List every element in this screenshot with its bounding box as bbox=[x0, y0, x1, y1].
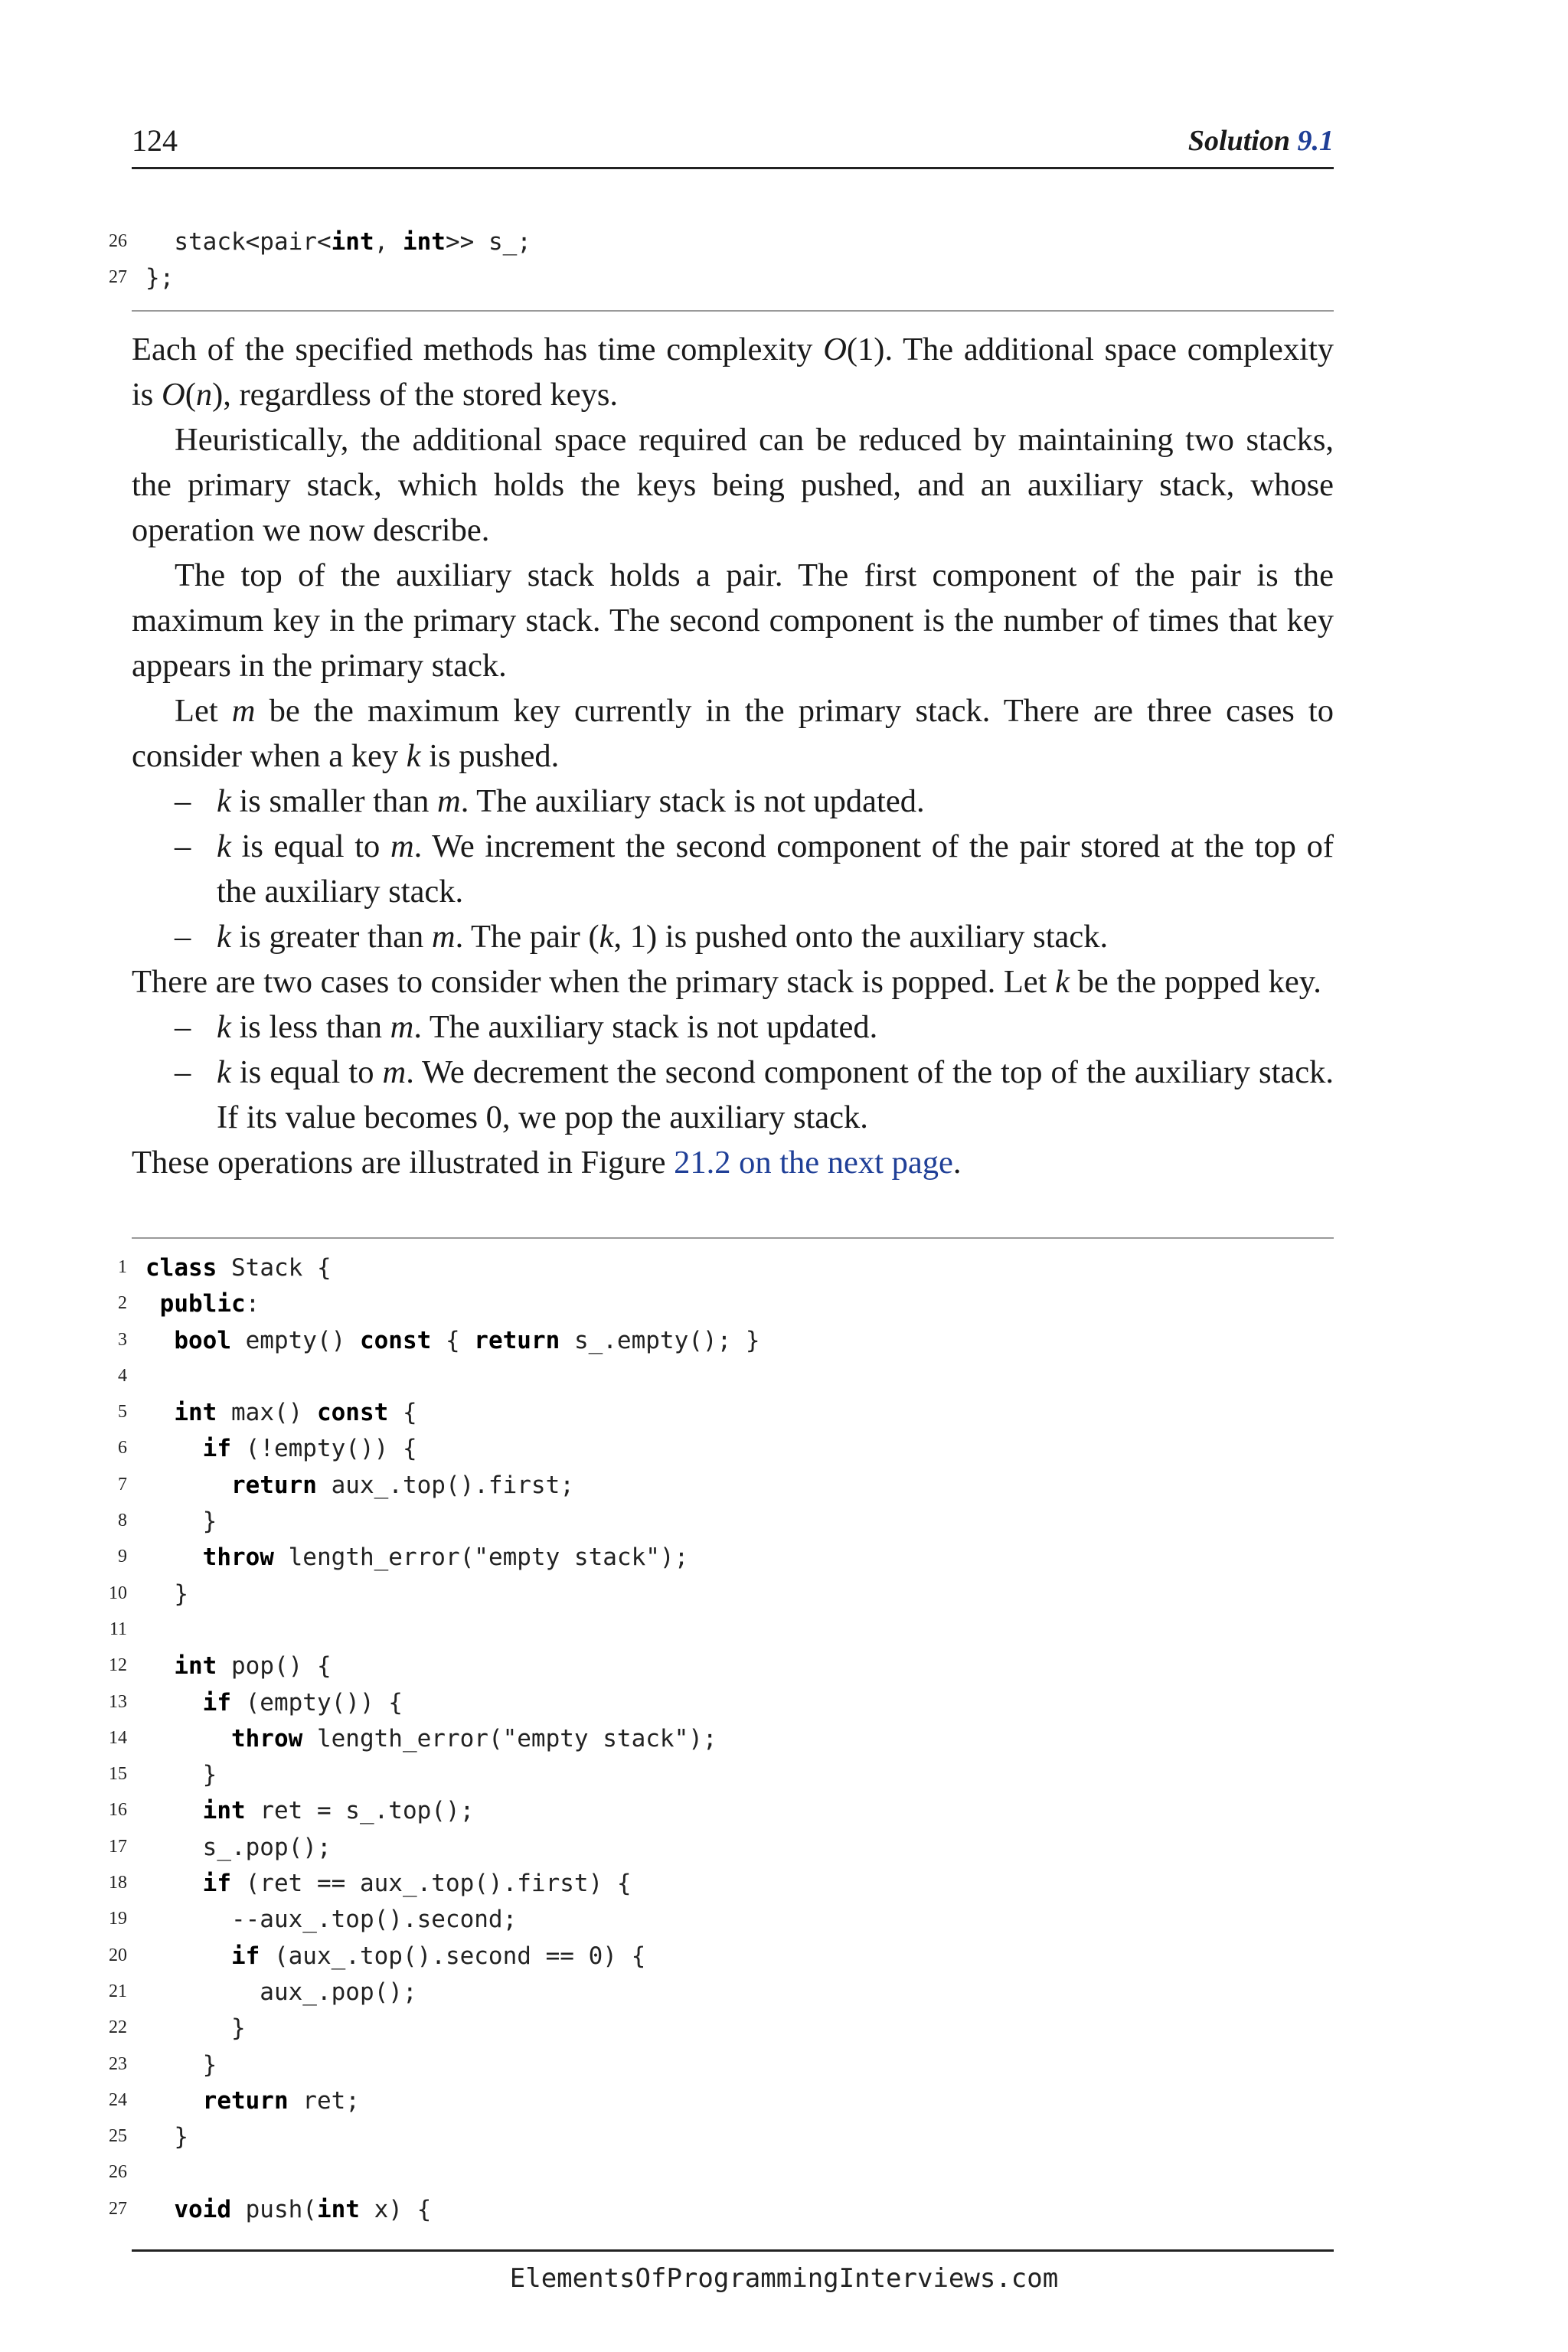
line-number: 26 bbox=[109, 2162, 127, 2183]
paragraph-pop-intro: There are two cases to consider when the primary stack is popped. Let k be the popped key. bbox=[132, 964, 1321, 1000]
line-number: 7 bbox=[118, 1474, 127, 1494]
code-line bbox=[0, 1829, 1568, 1865]
code-line bbox=[0, 1938, 1568, 1974]
code-bottom-rule bbox=[132, 310, 1334, 312]
paragraph-aux-top: The top of the auxiliary stack holds a pair. The first component of the pair is the maximum key in the primary stack. The second component is the number of times that key appears in the primary stack. bbox=[132, 557, 1334, 684]
code-text: void push(int x) { bbox=[174, 2195, 432, 2223]
code-top-rule bbox=[132, 1237, 1334, 1239]
running-title bbox=[1188, 124, 1334, 158]
code-text: } bbox=[145, 1508, 217, 1536]
code-text: aux_.pop(); bbox=[145, 1978, 417, 2006]
code-text: s_.pop(); bbox=[145, 1833, 332, 1861]
line-number: 11 bbox=[109, 1619, 127, 1639]
line-number: 13 bbox=[109, 1691, 127, 1712]
code-line bbox=[0, 2118, 1568, 2154]
line-number: 14 bbox=[109, 1727, 127, 1748]
line-number: 21 bbox=[109, 1981, 127, 2001]
code-line bbox=[0, 1467, 1568, 1503]
line-number: 27 bbox=[109, 267, 127, 288]
line-number: 18 bbox=[109, 1873, 127, 1893]
paragraph-push-intro: Let m be the maximum key currently in the primary stack. There are three cases to consider when a key k is pushed. bbox=[132, 693, 1334, 774]
code-listing-main bbox=[0, 1250, 1568, 2227]
code-text: int max() const { bbox=[174, 1399, 417, 1427]
code-line bbox=[0, 2191, 1568, 2227]
list-item: – k is equal to m. We decrement the second component of the top of the auxiliary stack. If its value becomes 0, we pop the auxiliary stack. bbox=[175, 1054, 1334, 1135]
line-number: 2 bbox=[118, 1293, 127, 1314]
code-line bbox=[0, 1648, 1568, 1684]
code-text: if (ret == aux_.top().first) { bbox=[202, 1870, 632, 1898]
code-line bbox=[0, 2154, 1568, 2190]
code-line bbox=[0, 2082, 1568, 2118]
code-text: return aux_.top().first; bbox=[230, 1471, 574, 1499]
pop-cases-list bbox=[132, 1004, 1334, 1140]
code-line bbox=[0, 1322, 1568, 1358]
line-number: 10 bbox=[109, 1583, 127, 1603]
footer-url[interactable]: ElementsOfProgrammingInterviews.com bbox=[509, 2263, 1059, 2294]
code-text: } bbox=[145, 2014, 246, 2043]
code-line bbox=[0, 1901, 1568, 1937]
list-item: – k is smaller than m. The auxiliary stack is not updated. bbox=[175, 783, 925, 819]
code-text: bool empty() const { return s_.empty(); } bbox=[174, 1326, 760, 1354]
code-text: throw length_error("empty stack"); bbox=[202, 1544, 689, 1572]
code-line bbox=[0, 1612, 1568, 1648]
push-cases-list bbox=[132, 779, 1334, 959]
line-number: 15 bbox=[109, 1764, 127, 1785]
line-number: 27 bbox=[109, 2198, 127, 2219]
code-text: } bbox=[145, 1761, 217, 1789]
code-line bbox=[0, 1250, 1568, 1285]
line-number: 17 bbox=[109, 1836, 127, 1857]
figure-link[interactable]: 21.2 on the next page bbox=[674, 1145, 953, 1181]
code-text: stack<pair<int, int>> s_; bbox=[145, 228, 531, 256]
code-line bbox=[0, 1576, 1568, 1612]
paragraph-heuristic: Heuristically, the additional space required can be reduced by maintaining two stacks, the primary stack, which holds the keys being pushed, and an auxiliary stack, whose operation we now describe. bbox=[132, 422, 1334, 548]
code-text: class Stack { bbox=[145, 1254, 332, 1282]
line-number: 12 bbox=[109, 1655, 127, 1676]
line-number: 24 bbox=[109, 2089, 127, 2110]
code-line bbox=[0, 2047, 1568, 2082]
line-number: 3 bbox=[118, 1329, 127, 1350]
code-text: } bbox=[145, 2123, 188, 2151]
line-number: 8 bbox=[118, 1511, 127, 1531]
code-line bbox=[0, 224, 1568, 260]
code-line bbox=[0, 1756, 1568, 1792]
code-line bbox=[0, 1684, 1568, 1720]
code-text: if (!empty()) { bbox=[202, 1435, 417, 1463]
page-number: 124 bbox=[132, 123, 178, 158]
code-text: throw length_error("empty stack"); bbox=[230, 1724, 717, 1753]
code-line bbox=[0, 1430, 1568, 1466]
line-number: 26 bbox=[109, 231, 127, 251]
code-text: int ret = s_.top(); bbox=[202, 1797, 475, 1825]
line-number: 5 bbox=[118, 1402, 127, 1423]
code-text: if (empty()) { bbox=[202, 1688, 403, 1717]
code-line bbox=[0, 1792, 1568, 1828]
code-line bbox=[0, 1974, 1568, 2010]
header-rule bbox=[132, 167, 1334, 169]
code-line bbox=[0, 1503, 1568, 1539]
paragraph-complexity: Each of the specified methods has time complexity O(1). The additional space complexity is O(n), regardless of the stored keys. bbox=[132, 332, 1334, 413]
running-title-ref[interactable]: 9.1 bbox=[1297, 125, 1334, 157]
code-listing-top bbox=[0, 224, 1568, 296]
prose bbox=[132, 327, 1334, 1185]
code-line bbox=[0, 1539, 1568, 1575]
list-item: – k is less than m. The auxiliary stack is not updated. bbox=[175, 1009, 878, 1045]
code-text: public: bbox=[159, 1290, 260, 1318]
code-line bbox=[0, 260, 1568, 296]
line-number: 16 bbox=[109, 1800, 127, 1821]
code-text: } bbox=[145, 1579, 188, 1608]
line-number: 6 bbox=[118, 1438, 127, 1459]
line-number: 23 bbox=[109, 2053, 127, 2074]
code-line bbox=[0, 1865, 1568, 1901]
code-line bbox=[0, 1720, 1568, 1756]
code-text: return ret; bbox=[202, 2086, 360, 2115]
line-number: 19 bbox=[109, 1909, 127, 1929]
running-title-prefix: Solution bbox=[1187, 125, 1298, 157]
line-number: 25 bbox=[109, 2126, 127, 2147]
paragraph-figure-ref: These operations are illustrated in Figure 21.2 on the next page. bbox=[132, 1145, 962, 1181]
code-text: int pop() { bbox=[174, 1652, 332, 1681]
list-item: – k is equal to m. We increment the second component of the pair stored at the top of the auxiliary stack. bbox=[175, 828, 1334, 910]
line-number: 9 bbox=[118, 1547, 127, 1567]
code-text: }; bbox=[145, 264, 175, 292]
code-line bbox=[0, 2010, 1568, 2046]
code-line bbox=[0, 1358, 1568, 1394]
code-line bbox=[0, 1394, 1568, 1430]
line-number: 22 bbox=[109, 2017, 127, 2038]
code-line bbox=[0, 1285, 1568, 1321]
line-number: 1 bbox=[118, 1257, 127, 1277]
code-text: if (aux_.top().second == 0) { bbox=[230, 1942, 646, 1970]
line-number: 4 bbox=[118, 1365, 127, 1386]
line-number: 20 bbox=[109, 1945, 127, 1965]
code-text: } bbox=[145, 2050, 217, 2079]
footer-rule bbox=[132, 2249, 1334, 2252]
list-item: – k is greater than m. The pair (k, 1) is pushed onto the auxiliary stack. bbox=[175, 919, 1109, 955]
code-text: --aux_.top().second; bbox=[145, 1906, 518, 1934]
